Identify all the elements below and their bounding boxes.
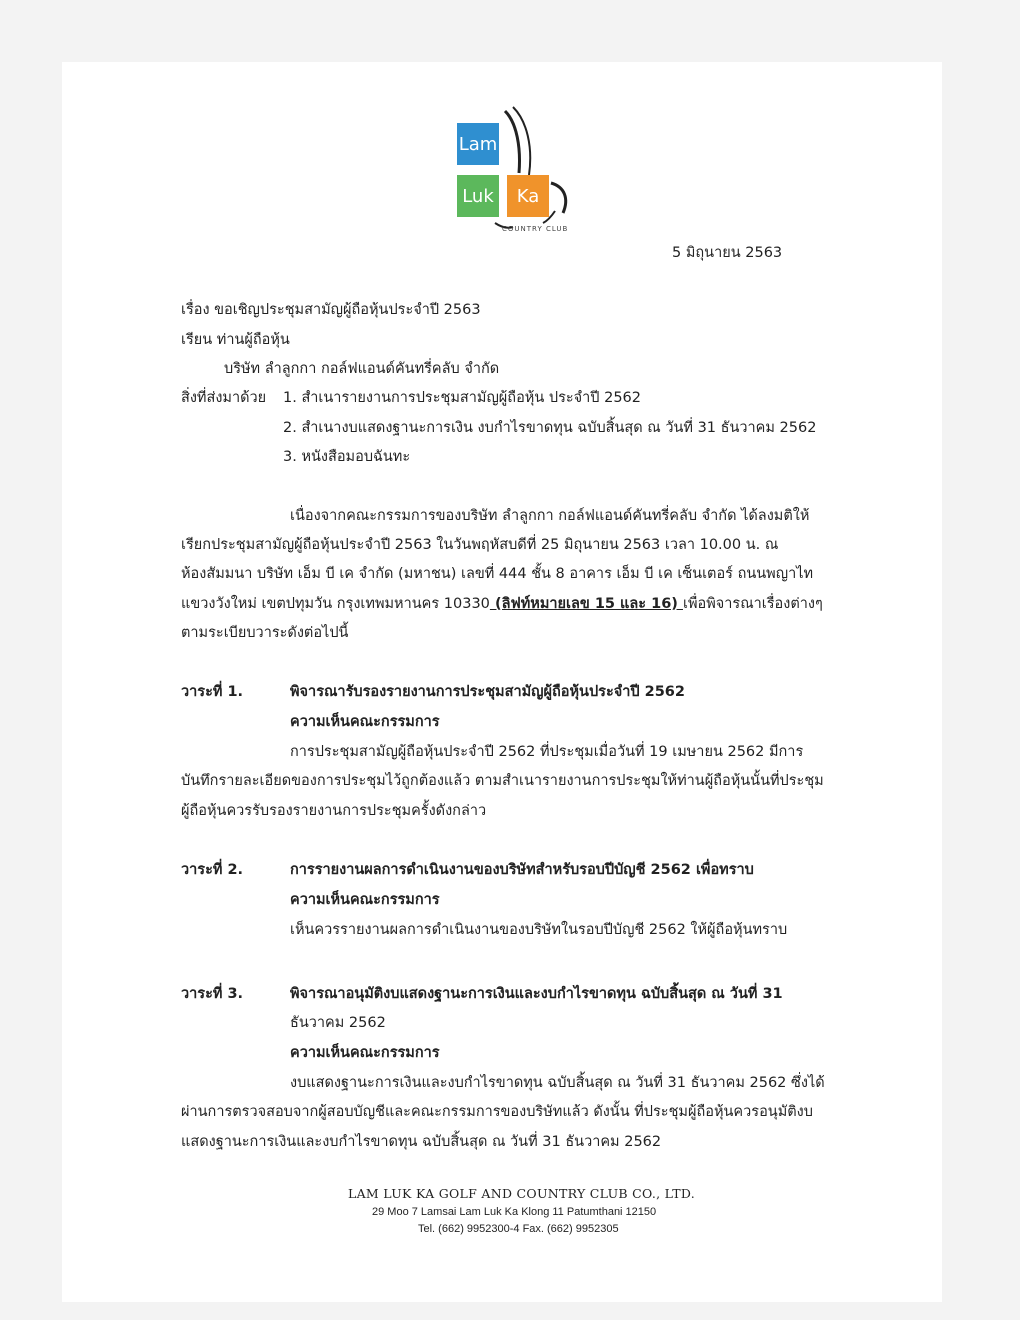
letter-date: 5 มิถุนายน 2563 [672,245,783,261]
logo-ka-block [507,175,549,217]
agenda-opinion-label: ความเห็นคณะกรรมการ [290,1045,440,1061]
enclosure-item: 2. สำเนางบแสดงฐานะการเงิน งบกำไรขาดทุน ฉบับสิ้นสุด ณ วันที่ 31 ธันวาคม 2562 [283,420,817,436]
enclosure-label: สิ่งที่ส่งมาด้วย [181,390,267,406]
agenda-number: วาระที่ 1. [181,684,244,700]
logo-word-lam: Lam [458,133,498,155]
intro-line: ตามระเบียบวาระดังต่อไปนี้ [181,625,349,641]
agenda-text: บันทึกรายละเอียดของการประชุมไว้ถูกต้องแล้ว ตามสำเนารายงานการประชุมให้ท่านผู้ถือหุ้นนั้นที่ประชุม [181,773,824,789]
logo-word-ka: Ka [516,185,540,207]
company-logo [455,103,580,238]
agenda-text: ผ่านการตรวจสอบจากผู้สอบบัญชีและคณะกรรมการของบริษัทแล้ว ดังนั้น ที่ประชุมผู้ถือหุ้นควรอนุมัติงบ [181,1104,813,1120]
intro-purpose: เพื่อพิจารณาเรื่องต่างๆ [682,596,823,612]
logo-luk-block [457,175,499,217]
elevator-note: (ลิฟท์หมายเลข 15 และ 16) [489,596,683,612]
agenda-text: การประชุมสามัญผู้ถือหุ้นประจำปี 2562 ที่ประชุมเมื่อวันที่ 19 เมษายน 2562 มีการ [290,744,804,760]
logo-lam-block [457,123,499,165]
agenda-opinion-label: ความเห็นคณะกรรมการ [290,714,440,730]
footer-address: 29 Moo 7 Lamsai Lam Luk Ka Klong 11 Patumthani 12150 [372,1206,657,1218]
recipient-line: เรียน ท่านผู้ถือหุ้น [181,332,290,348]
footer-contact: Tel. (662) 9952300-4 Fax. (662) 9952305 [418,1223,619,1235]
logo-word-luk: Luk [462,185,494,207]
enclosure-item: 3. หนังสือมอบฉันทะ [283,449,411,465]
intro-line [181,594,823,614]
agenda-number: วาระที่ 2. [181,862,244,878]
company-line: บริษัท ลำลูกกา กอล์ฟแอนด์คันทรี่คลับ จำกัด [224,361,500,377]
agenda-text: ผู้ถือหุ้นควรรับรองรายงานการประชุมครั้งดังกล่าว [181,803,487,819]
agenda-title: การรายงานผลการดำเนินงานของบริษัทสำหรับรอบปีบัญชี 2562 เพื่อทราบ [290,862,754,878]
agenda-text: แสดงฐานะการเงินและงบกำไรขาดทุน ฉบับสิ้นสุด ณ วันที่ 31 ธันวาคม 2562 [181,1134,662,1150]
agenda-opinion-label: ความเห็นคณะกรรมการ [290,892,440,908]
agenda-number: วาระที่ 3. [181,986,244,1002]
intro-line: ห้องสัมมนา บริษัท เอ็ม บี เค จำกัด (มหาชน) เลขที่ 444 ชั้น 8 อาคาร เอ็ม บี เค เซ็นเตอร์ ถนนพญาไท [181,566,814,582]
agenda-title: พิจารณาอนุมัติงบแสดงฐานะการเงินและงบกำไรขาดทุน ฉบับสิ้นสุด ณ วันที่ 31 [290,986,783,1002]
agenda-text: งบแสดงฐานะการเงินและงบกำไรขาดทุน ฉบับสิ้นสุด ณ วันที่ 31 ธันวาคม 2562 ซึ่งได้ [290,1075,825,1091]
agenda-title-continued: ธันวาคม 2562 [290,1015,386,1031]
logo-subtitle: COUNTRY CLUB [502,225,569,233]
intro-line: เรียกประชุมสามัญผู้ถือหุ้นประจำปี 2563 ในวันพฤหัสบดีที่ 25 มิถุนายน 2563 เวลา 10.00 น. ณ [181,537,779,553]
subject-line: เรื่อง ขอเชิญประชุมสามัญผู้ถือหุ้นประจำปี 2563 [181,302,481,318]
footer-company: LAM LUK KA GOLF AND COUNTRY CLUB CO., LTD. [348,1186,696,1201]
agenda-text: เห็นควรรายงานผลการดำเนินงานของบริษัทในรอบปีบัญชี 2562 ให้ผู้ถือหุ้นทราบ [290,922,788,938]
enclosure-item: 1. สำเนารายงานการประชุมสามัญผู้ถือหุ้น ประจำปี 2562 [283,390,641,406]
intro-line: เนื่องจากคณะกรรมการของบริษัท ลำลูกกา กอล์ฟแอนด์คันทรี่คลับ จำกัด ได้ลงมติให้ [290,508,810,524]
agenda-title: พิจารณารับรองรายงานการประชุมสามัญผู้ถือหุ้นประจำปี 2562 [290,684,685,700]
intro-address: แขวงวังใหม่ เขตปทุมวัน กรุงเทพมหานคร 10330 [181,596,490,612]
